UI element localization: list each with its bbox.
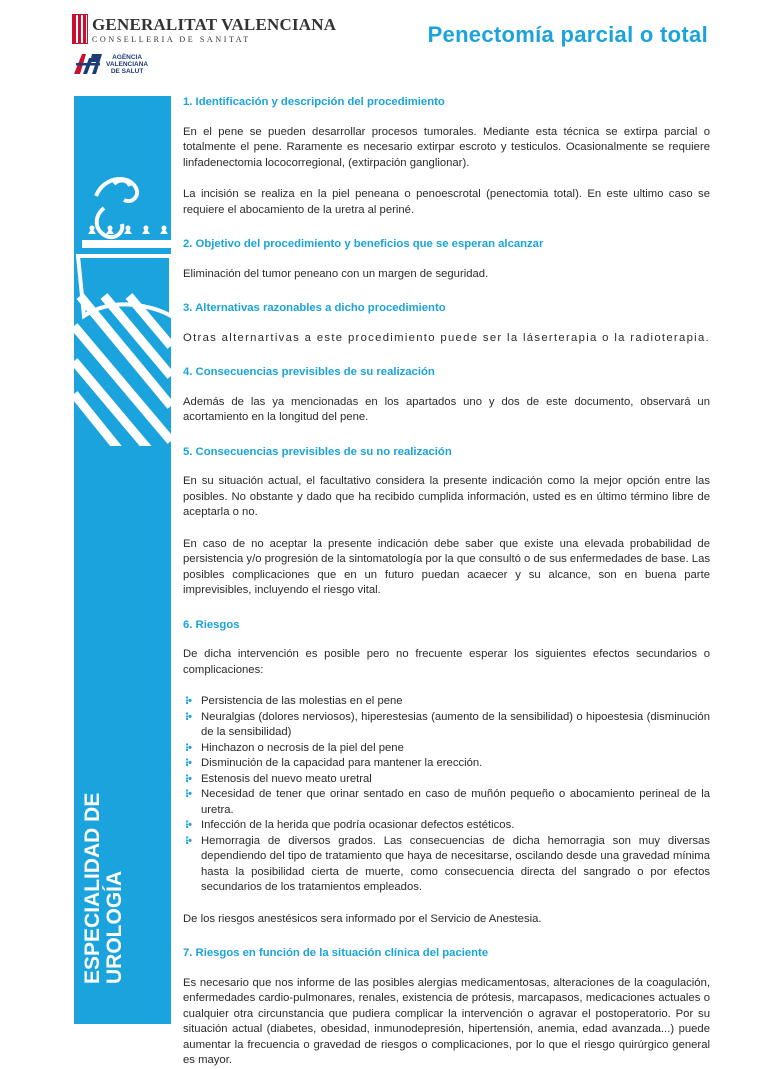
section-5-paragraph-1: En su situación actual, el facultativo considera la presente indicación como la mejor opción entre las posibles. No obstante y dado que ha recibido cumplida información, usted es en último término libre de aceptarla o no. [183, 475, 710, 518]
list-item [183, 710, 710, 741]
avs-mark-icon [74, 54, 102, 74]
org-name: GENERALITAT VALENCIANA [92, 15, 337, 34]
specialty-label [82, 754, 171, 984]
bullet-icon: ⁝• [185, 710, 192, 723]
bullet-icon: ⁝• [185, 819, 192, 831]
risk-text: Hinchazon o necrosis de la piel del pene [201, 741, 404, 754]
risk-text: Necesidad de tener que orinar sentado en caso de muñón pequeño o abocamiento perineal de la uretra. [201, 788, 710, 816]
bullet-icon: ⁝• [185, 695, 192, 707]
agency-logo [74, 52, 164, 78]
org-subtitle: CONSELLERIA DE SANITAT [92, 35, 251, 44]
document-title: Penectomía parcial o total [427, 22, 708, 47]
sidebar-band [74, 96, 171, 1024]
section-heading-4: 4. Consecuencias previsibles de su realización [183, 366, 435, 378]
document-body [183, 90, 710, 1069]
agency-name [106, 54, 148, 76]
specialty-line-1: ESPECIALIDAD DE [81, 792, 104, 984]
generalitat-logo [72, 14, 337, 48]
list-item [183, 834, 710, 896]
section-2-paragraph-1: Eliminación del tumor peneano con un margen de seguridad. [183, 267, 489, 280]
specialty-line-2: UROLOGÍA [103, 870, 126, 984]
risk-text: Estenosis del nuevo meato uretral [201, 772, 372, 785]
section-heading-1: 1. Identificación y descripción del procedimiento [183, 96, 445, 108]
risk-text: Persistencia de las molestias en el pene [201, 695, 403, 707]
list-item [183, 787, 710, 818]
bullet-icon: ⁝• [185, 788, 192, 800]
section-heading-7: 7. Riesgos en función de la situación clínica del paciente [183, 947, 489, 959]
section-heading-3: 3. Alternativas razonables a dicho procedimiento [183, 302, 446, 314]
bullet-icon: ⁝• [185, 757, 192, 769]
section-3-paragraph-1: Otras alternartivas a este procedimiento puede ser la láserterapia o la radioterapia. [183, 331, 710, 344]
section-heading-5: 5. Consecuencias previsibles de su no realización [183, 445, 452, 458]
section-4-paragraph-1: Además de las ya mencionadas en los apartados uno y dos de este documento, observará un acortamiento en la longitud del pene. [183, 395, 710, 423]
section-1-paragraph-2: La incisión se realiza en la piel peneana o penoescrotal (penectomia total). En este ultimo caso se requiere el abocamiento de la uretra al periné. [183, 188, 710, 216]
senyera-flag-icon [72, 14, 88, 44]
risk-text: Disminución de la capacidad para mantener la erección. [201, 757, 483, 769]
agency-line-2: VALENCIANA [106, 61, 149, 69]
section-1-paragraph-1: En el pene se pueden desarrollar procesos tumorales. Mediante esta técnica se extirpa parcial o totalmente el pene. Raramente es necesario extirpar escroto y testiculos. Ocasionalmente se requiere linfadenectomia lococorregional, (extirpación ganglionar). [183, 125, 710, 169]
section-6-outro: De los riesgos anestésicos sera informado por el Servicio de Anestesia. [183, 912, 542, 925]
list-item [183, 818, 710, 834]
risk-text: Infección de la herida que podría ocasionar defectos estéticos. [201, 819, 515, 831]
risk-text: Neuralgias (dolores nerviosos), hiperestesias (aumento de la sensibilidad) o hipoestesia (disminución de la sensibilidad) [201, 710, 710, 738]
section-6-intro: De dicha intervención es posible pero no frecuente esperar los siguientes efectos secundarios o complicaciones: [183, 648, 710, 676]
risks-list [183, 694, 710, 896]
section-heading-6: 6. Riesgos [183, 618, 240, 631]
bullet-icon: ⁝• [185, 834, 192, 847]
bullet-icon: ⁝• [185, 741, 192, 754]
bullet-icon: ⁝• [185, 772, 192, 785]
list-item [183, 694, 710, 710]
section-7-paragraph-1: Es necesario que nos informe de las posibles alergias medicamentosas, alteraciones de la coagulación, enfermedades cardio-pulmonares, renales, existencia de prótesis, marcapasos, medicaciones actuales o cualquier otra circunstancia que pudiera complicar la intervención o agravar el postoperatorio. Por su situación actual (diabetes, obesidad, inmunodepresión, hipertensión, anemia, edad avanzada...) puede aumentar la frecuencia o gravedad de riesgos o complicaciones, por lo que el riesgo quirúrgico general es mayor. [183, 976, 710, 1066]
risk-text: Hemorragia de diversos grados. Las consecuencias de dicha hemorragia son muy diversas dependiendo del tipo de tratamiento que haya de necesitarse, oscilando desde una gravedad mínima hasta la posibilidad cierta de muerte, como consecuencia directa del sangrado o por efectos secundarios de los tratamientos empleados. [201, 834, 710, 893]
agency-line-3: DE SALUT [110, 68, 144, 76]
section-heading-2: 2. Objetivo del procedimiento y beneficios que se esperan alcanzar [183, 238, 544, 250]
list-item [183, 772, 710, 788]
agency-line-1: AGÈNCIA [112, 54, 143, 61]
list-item [183, 741, 710, 757]
section-5-paragraph-2: En caso de no aceptar la presente indicación debe saber que existe una elevada probabilidad de persistencia y/o progresión de la sintomatología por la que consultó o de sus enfermedades de base. Las posibles complicaciones que en un futuro puedan acaecer y su alcance, son en buena parte imprevisibles, incluyendo el riesgo vital. [183, 537, 710, 596]
crest-icon [74, 166, 171, 446]
list-item [183, 756, 710, 772]
